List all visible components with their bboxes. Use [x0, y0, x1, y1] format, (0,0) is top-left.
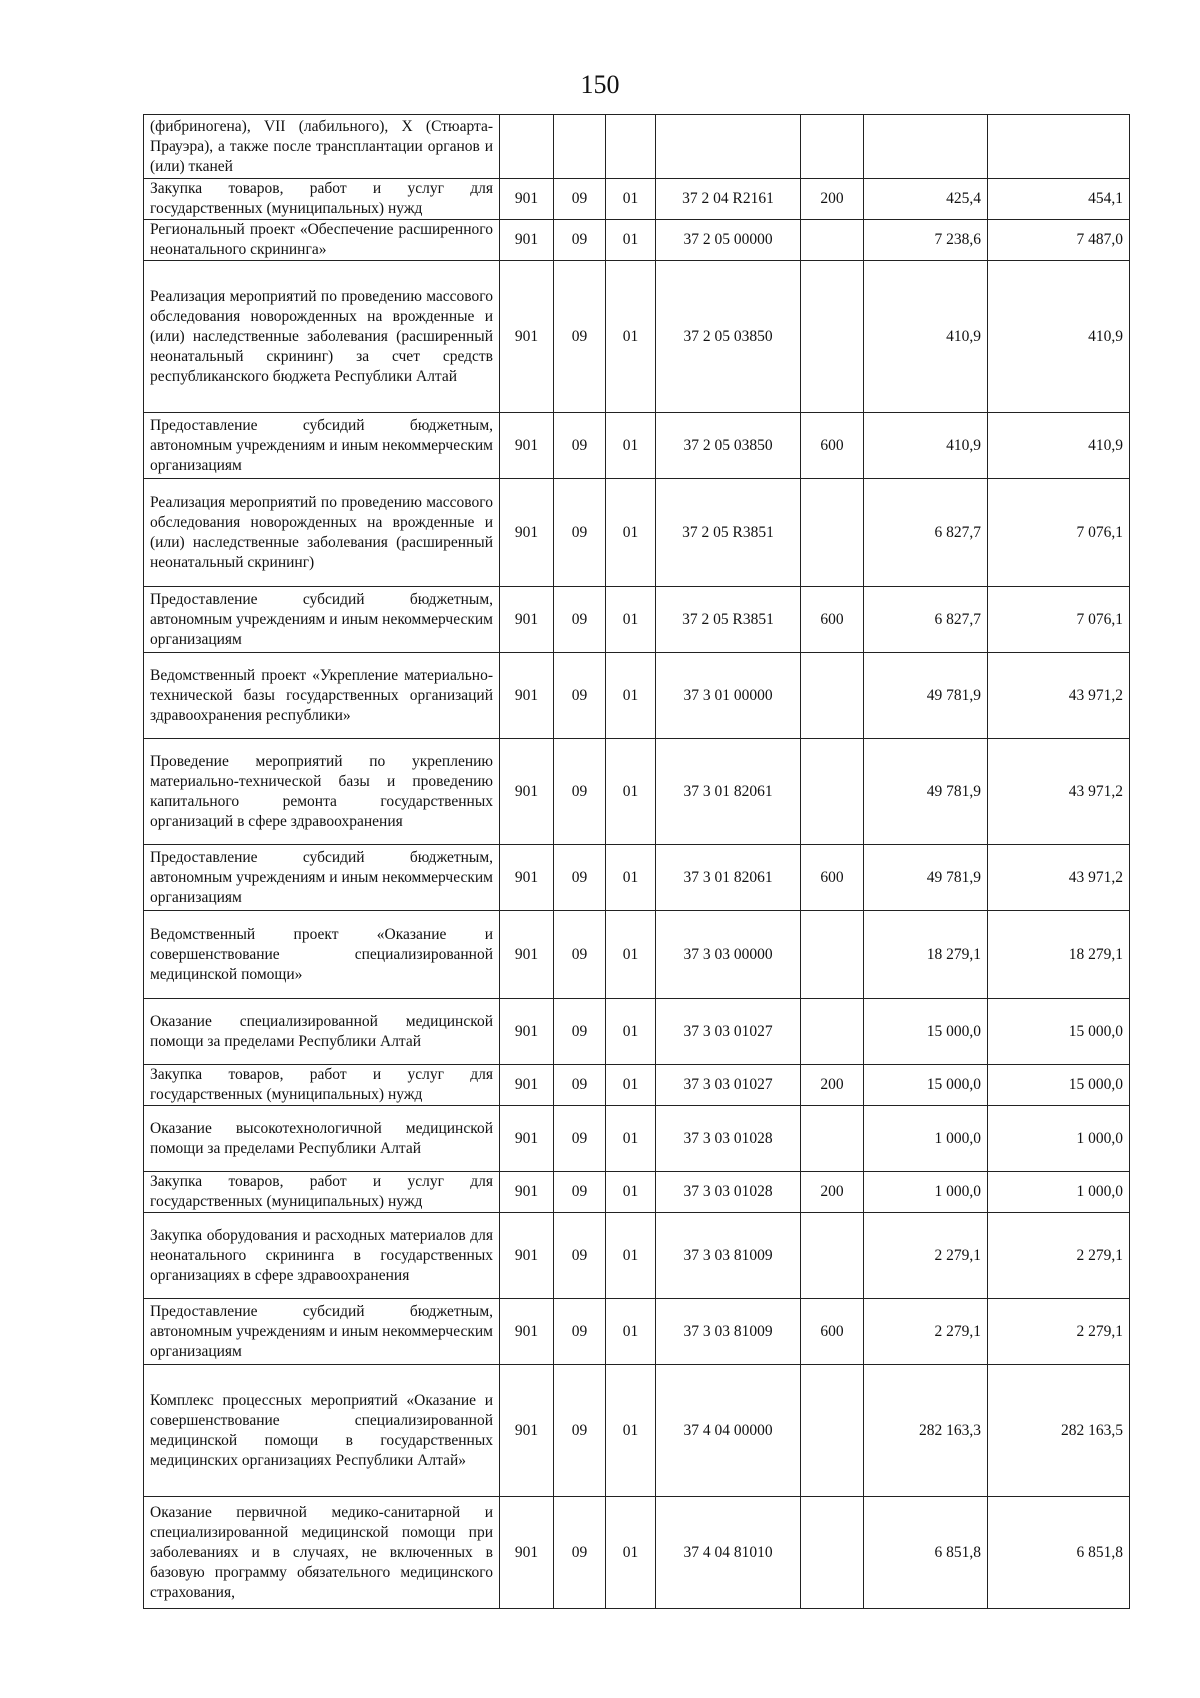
row-section-code: 09: [554, 999, 606, 1065]
row-subsection-code: 01: [606, 1213, 656, 1299]
row-subsection-code: 01: [606, 479, 656, 587]
row-subsection-code: 01: [606, 220, 656, 261]
row-expense-type: 600: [801, 845, 864, 911]
row-target-article: 37 3 03 81009: [656, 1213, 801, 1299]
row-amount-year1: 6 827,7: [864, 479, 988, 587]
row-amount-year2: 454,1: [988, 179, 1130, 220]
row-ministry-code: 901: [500, 413, 554, 479]
table-row: [144, 1065, 1130, 1106]
row-amount-year1: 18 279,1: [864, 911, 988, 999]
table-row: [144, 1497, 1130, 1609]
row-name: Ведомственный проект «Оказание и совершенствование специализированной медицинской помощи»: [144, 911, 500, 999]
row-ministry-code: 901: [500, 1213, 554, 1299]
row-ministry-code: 901: [500, 220, 554, 261]
row-amount-year1: 49 781,9: [864, 739, 988, 845]
row-target-article: 37 2 05 03850: [656, 413, 801, 479]
row-expense-type: 600: [801, 413, 864, 479]
row-name: Предоставление субсидий бюджетным, автономным учреждениям и иным некоммерческим организациям: [144, 1299, 500, 1365]
row-amount-year1: 49 781,9: [864, 653, 988, 739]
row-expense-type: [801, 1213, 864, 1299]
row-subsection-code: 01: [606, 587, 656, 653]
row-amount-year1: 410,9: [864, 261, 988, 413]
row-target-article: 37 3 01 00000: [656, 653, 801, 739]
row-amount-year2: 7 076,1: [988, 587, 1130, 653]
row-name: Закупка товаров, работ и услуг для государственных (муниципальных) нужд: [144, 1065, 500, 1106]
row-amount-year1: 2 279,1: [864, 1299, 988, 1365]
row-name: (фибриногена), VII (лабильного), X (Стюарта-Прауэра), а также после трансплантации органов и (или) тканей: [144, 115, 500, 179]
row-amount-year1: 15 000,0: [864, 1065, 988, 1106]
table-row: [144, 1299, 1130, 1365]
row-ministry-code: 901: [500, 1172, 554, 1213]
table-row: [144, 179, 1130, 220]
row-ministry-code: 901: [500, 261, 554, 413]
row-name: Оказание первичной медико-санитарной и специализированной медицинской помощи при заболеваниях и в случаях, не включенных в базовую программу обязательного медицинского страхования,: [144, 1497, 500, 1609]
table-row: [144, 220, 1130, 261]
row-name: Предоставление субсидий бюджетным, автономным учреждениям и иным некоммерческим организациям: [144, 845, 500, 911]
row-amount-year1: 282 163,3: [864, 1365, 988, 1497]
table-row: [144, 739, 1130, 845]
row-section-code: 09: [554, 1106, 606, 1172]
row-amount-year2: 43 971,2: [988, 845, 1130, 911]
row-expense-type: [801, 479, 864, 587]
row-target-article: 37 2 05 00000: [656, 220, 801, 261]
row-ministry-code: 901: [500, 739, 554, 845]
row-target-article: 37 4 04 00000: [656, 1365, 801, 1497]
row-amount-year1: [864, 115, 988, 179]
row-ministry-code: 901: [500, 1497, 554, 1609]
row-expense-type: [801, 115, 864, 179]
row-amount-year1: 425,4: [864, 179, 988, 220]
row-name: Предоставление субсидий бюджетным, автономным учреждениям и иным некоммерческим организациям: [144, 413, 500, 479]
table-row: [144, 653, 1130, 739]
row-expense-type: [801, 1106, 864, 1172]
row-name: Реализация мероприятий по проведению массового обследования новорожденных на врожденные и (или) наследственные заболевания (расширенный неонатальный скрининг): [144, 479, 500, 587]
table-row: [144, 999, 1130, 1065]
row-subsection-code: [606, 115, 656, 179]
row-ministry-code: 901: [500, 479, 554, 587]
row-amount-year2: 15 000,0: [988, 999, 1130, 1065]
row-name: Закупка товаров, работ и услуг для государственных (муниципальных) нужд: [144, 1172, 500, 1213]
row-amount-year2: 6 851,8: [988, 1497, 1130, 1609]
row-ministry-code: 901: [500, 999, 554, 1065]
row-amount-year2: 2 279,1: [988, 1299, 1130, 1365]
row-amount-year2: 7 076,1: [988, 479, 1130, 587]
row-section-code: 09: [554, 911, 606, 999]
table-row: [144, 115, 1130, 179]
row-target-article: [656, 115, 801, 179]
row-section-code: 09: [554, 261, 606, 413]
row-amount-year2: 1 000,0: [988, 1106, 1130, 1172]
row-section-code: 09: [554, 1299, 606, 1365]
row-amount-year2: 18 279,1: [988, 911, 1130, 999]
row-section-code: 09: [554, 653, 606, 739]
row-section-code: 09: [554, 179, 606, 220]
row-amount-year2: [988, 115, 1130, 179]
row-subsection-code: 01: [606, 999, 656, 1065]
table-row: [144, 911, 1130, 999]
row-section-code: [554, 115, 606, 179]
table-row: [144, 587, 1130, 653]
row-section-code: 09: [554, 845, 606, 911]
row-expense-type: 600: [801, 1299, 864, 1365]
table-row: [144, 413, 1130, 479]
row-subsection-code: 01: [606, 845, 656, 911]
row-name: Оказание высокотехнологичной медицинской помощи за пределами Республики Алтай: [144, 1106, 500, 1172]
row-ministry-code: 901: [500, 1106, 554, 1172]
row-amount-year1: 2 279,1: [864, 1213, 988, 1299]
row-target-article: 37 3 01 82061: [656, 845, 801, 911]
row-expense-type: 600: [801, 587, 864, 653]
row-ministry-code: 901: [500, 653, 554, 739]
row-amount-year1: 1 000,0: [864, 1106, 988, 1172]
row-name: Закупка товаров, работ и услуг для государственных (муниципальных) нужд: [144, 179, 500, 220]
row-target-article: 37 3 03 01028: [656, 1172, 801, 1213]
row-expense-type: [801, 653, 864, 739]
row-target-article: 37 2 05 03850: [656, 261, 801, 413]
table-row: [144, 261, 1130, 413]
row-expense-type: [801, 999, 864, 1065]
row-target-article: 37 2 05 R3851: [656, 479, 801, 587]
row-section-code: 09: [554, 1213, 606, 1299]
row-subsection-code: 01: [606, 1106, 656, 1172]
row-subsection-code: 01: [606, 1299, 656, 1365]
row-expense-type: [801, 1365, 864, 1497]
row-section-code: 09: [554, 739, 606, 845]
row-amount-year2: 410,9: [988, 413, 1130, 479]
row-expense-type: [801, 220, 864, 261]
row-subsection-code: 01: [606, 1365, 656, 1497]
row-expense-type: 200: [801, 179, 864, 220]
row-amount-year2: 43 971,2: [988, 739, 1130, 845]
row-name: Ведомственный проект «Укрепление материально-технической базы государственных организаций здравоохранения республики»: [144, 653, 500, 739]
row-subsection-code: 01: [606, 1065, 656, 1106]
row-amount-year2: 15 000,0: [988, 1065, 1130, 1106]
row-ministry-code: 901: [500, 1299, 554, 1365]
row-amount-year1: 15 000,0: [864, 999, 988, 1065]
row-amount-year2: 410,9: [988, 261, 1130, 413]
row-subsection-code: 01: [606, 1172, 656, 1213]
row-amount-year2: 43 971,2: [988, 653, 1130, 739]
row-target-article: 37 3 01 82061: [656, 739, 801, 845]
table-row: [144, 1213, 1130, 1299]
table-row: [144, 1172, 1130, 1213]
row-subsection-code: 01: [606, 1497, 656, 1609]
row-section-code: 09: [554, 479, 606, 587]
row-ministry-code: 901: [500, 1365, 554, 1497]
row-name: Региональный проект «Обеспечение расширенного неонатального скрининга»: [144, 220, 500, 261]
row-expense-type: [801, 911, 864, 999]
row-target-article: 37 4 04 81010: [656, 1497, 801, 1609]
row-section-code: 09: [554, 1065, 606, 1106]
row-subsection-code: 01: [606, 739, 656, 845]
row-section-code: 09: [554, 220, 606, 261]
row-target-article: 37 2 05 R3851: [656, 587, 801, 653]
row-ministry-code: 901: [500, 911, 554, 999]
row-subsection-code: 01: [606, 261, 656, 413]
row-amount-year1: 49 781,9: [864, 845, 988, 911]
row-name: Оказание специализированной медицинской помощи за пределами Республики Алтай: [144, 999, 500, 1065]
row-section-code: 09: [554, 587, 606, 653]
row-amount-year1: 410,9: [864, 413, 988, 479]
row-ministry-code: [500, 115, 554, 179]
row-name: Закупка оборудования и расходных материалов для неонатального скрининга в государственных организациях в сфере здравоохранения: [144, 1213, 500, 1299]
row-target-article: 37 3 03 81009: [656, 1299, 801, 1365]
row-amount-year1: 6 827,7: [864, 587, 988, 653]
row-section-code: 09: [554, 1497, 606, 1609]
row-expense-type: 200: [801, 1172, 864, 1213]
row-target-article: 37 3 03 00000: [656, 911, 801, 999]
row-target-article: 37 3 03 01027: [656, 999, 801, 1065]
row-name: Реализация мероприятий по проведению массового обследования новорожденных на врожденные и (или) наследственные заболевания (расширенный неонатальный скрининг) за счет средств республиканского бюджета Республики Алтай: [144, 261, 500, 413]
row-expense-type: [801, 261, 864, 413]
row-section-code: 09: [554, 1365, 606, 1497]
row-expense-type: [801, 739, 864, 845]
row-amount-year2: 282 163,5: [988, 1365, 1130, 1497]
table-row: [144, 479, 1130, 587]
row-section-code: 09: [554, 1172, 606, 1213]
table-body: [144, 115, 1130, 1609]
row-target-article: 37 3 03 01028: [656, 1106, 801, 1172]
row-subsection-code: 01: [606, 179, 656, 220]
row-ministry-code: 901: [500, 845, 554, 911]
row-expense-type: [801, 1497, 864, 1609]
row-ministry-code: 901: [500, 179, 554, 220]
row-target-article: 37 2 04 R2161: [656, 179, 801, 220]
row-amount-year1: 6 851,8: [864, 1497, 988, 1609]
row-subsection-code: 01: [606, 911, 656, 999]
table-row: [144, 1365, 1130, 1497]
row-amount-year2: 7 487,0: [988, 220, 1130, 261]
row-subsection-code: 01: [606, 413, 656, 479]
row-ministry-code: 901: [500, 1065, 554, 1106]
row-amount-year2: 2 279,1: [988, 1213, 1130, 1299]
row-expense-type: 200: [801, 1065, 864, 1106]
row-amount-year1: 7 238,6: [864, 220, 988, 261]
row-section-code: 09: [554, 413, 606, 479]
row-amount-year2: 1 000,0: [988, 1172, 1130, 1213]
row-target-article: 37 3 03 01027: [656, 1065, 801, 1106]
budget-table: [143, 114, 1130, 1609]
row-name: Проведение мероприятий по укреплению материально-технической базы и проведению капитального ремонта государственных организаций в сфере здравоохранения: [144, 739, 500, 845]
row-name: Предоставление субсидий бюджетным, автономным учреждениям и иным некоммерческим организациям: [144, 587, 500, 653]
page-number: 150: [580, 70, 620, 99]
row-name: Комплекс процессных мероприятий «Оказание и совершенствование специализированной медицинской помощи в государственных медицинских организациях Республики Алтай»: [144, 1365, 500, 1497]
row-ministry-code: 901: [500, 587, 554, 653]
row-subsection-code: 01: [606, 653, 656, 739]
row-amount-year1: 1 000,0: [864, 1172, 988, 1213]
table-row: [144, 845, 1130, 911]
table-row: [144, 1106, 1130, 1172]
